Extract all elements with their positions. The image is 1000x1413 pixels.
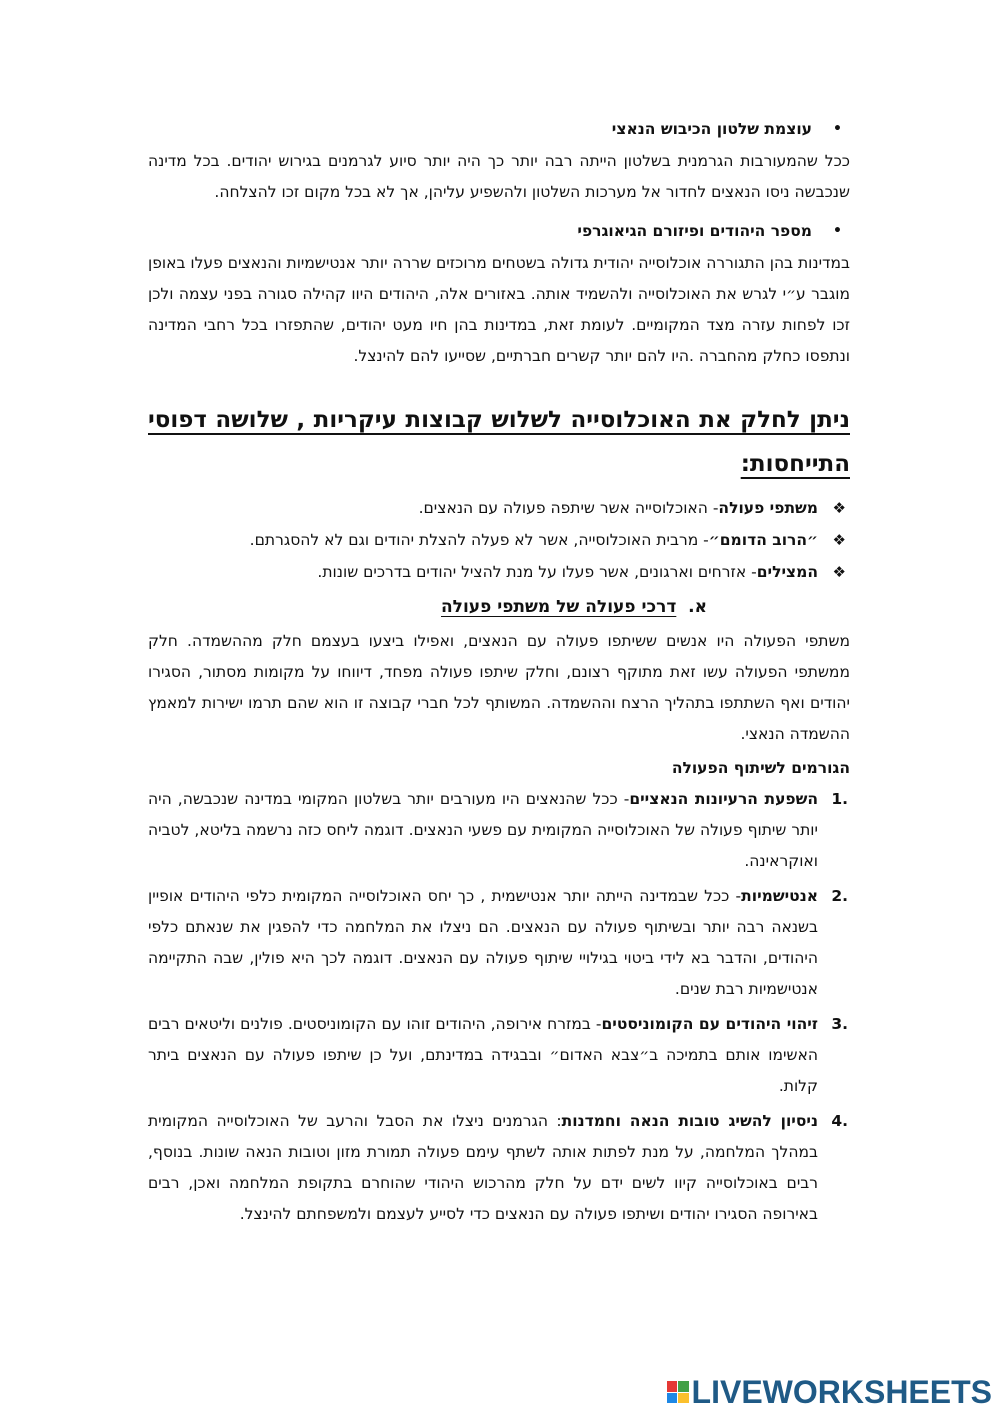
group-term: ״הרוב הדומם״ bbox=[708, 531, 818, 549]
logo-square bbox=[667, 1393, 678, 1404]
list-item bbox=[148, 524, 850, 556]
group-desc: - אזרחים וארגונים, אשר פעלו על מנת להציל יהודים בדרכים שונות. bbox=[317, 563, 757, 581]
list-item bbox=[148, 881, 850, 1005]
factors-heading: הגורמים לשיתוף הפעולה bbox=[671, 759, 850, 777]
diamond-bullet-icon: ❖ bbox=[832, 563, 846, 581]
group-desc: - מרבית האוכלוסייה, אשר לא פעלה להצלת יהודים וגם לא להסגרתם. bbox=[249, 531, 709, 549]
group-term: המצילים bbox=[756, 563, 818, 581]
section2-heading-text: מספר היהודים ופיזורם הגיאוגרפי bbox=[577, 222, 812, 240]
subsection-title-text: דרכי פעולה של משתפי פעולה bbox=[441, 597, 677, 617]
factor-term: ניסיון להשיג טובות הנאה וחמדנות bbox=[561, 1112, 818, 1130]
subsection-paragraph: משתפי הפעולה היו אנשים ששיתפו פעולה עם הנאצים, ואפילו ביצעו בעצמם חלק מההשמדה. חלק ממשתפי הפעולה עשו זאת מתוקף רצונם, וחלק שיתפו פעולה מפחד, דיווחו על מקומות מסתור, הסגירו יהודים ואף השתתפו בתהליך הרצח וההשמדה. המשותף לכל חברי קבוצה זו הוא שהם תרמו ישירות למאמץ ההשמדה הנאצי. bbox=[148, 632, 850, 743]
factor-text: - במזרח אירופה, היהודים זוהו עם הקומוניסטים. פולנים וליטאים רבים האשימו אותם בתמיכה ב״צבא האדום״ ובבגידה במדינתם, ועל כן שיתפו פעולה עם הנאצים ביתר קלות. bbox=[148, 1015, 818, 1095]
item-number: .2 bbox=[831, 887, 848, 905]
main-title: ניתן לחלק את האוכלוסייה לשלוש קבוצות עיקריות , שלושה דפוסי התייחסות: bbox=[148, 407, 850, 477]
item-number: .1 bbox=[831, 790, 848, 808]
logo-square bbox=[667, 1381, 678, 1392]
factor-term: השפעת הרעיונות הנאציים bbox=[629, 790, 818, 808]
bullet-icon: • bbox=[833, 121, 842, 137]
factor-term: אנטישמיות bbox=[741, 887, 818, 905]
section2-paragraph: במדינות בהן התגוררה אוכלוסייה יהודית גדולה בשטחים מרוכזים שררה יותר אנטישמיות והנאצים פעלו באופן מוגבר ע״י לגרש את האוכלוסייה ולהשמיד אותה. באזורים אלה, היהודים היוו קהילה סגורה בפני עצמה ולכן זכו לפחות עזרה מצד המקומיים. לעומת זאת, במדינות בהן חיו מעט יהודים, שהתפזרו בכל רחבי המדינה ונתפסו כחלק מהחברה .היו להם יותר קשרים חברתיים, שסייעו להם להינצל. bbox=[148, 254, 850, 365]
item-number: .4 bbox=[831, 1112, 848, 1130]
logo-text: LIVEWORKSHEETS bbox=[691, 1374, 992, 1410]
bullet-icon: • bbox=[833, 223, 842, 239]
worksheet-page bbox=[148, 112, 850, 1234]
item-number: .3 bbox=[831, 1015, 848, 1033]
list-item bbox=[148, 492, 850, 524]
factor-text: : הגרמנים ניצלו את הסבל והרעב של האוכלוסייה המקומית במהלך המלחמה, על מנת לפתות אותה לשתף עימם פעולה תמורת מזון וטובות הנאה שונות. בנוסף, רבים באוכלוסייה קיוו לשים ידם על חלק מהרכוש היהודי שהוחרם בתקופת המלחמה ואכן, רבים באירופה הסגירו יהודים ושיתפו פעולה עם הנאצים כדי לסייע לעצמם ולמשפחתם להינצל. bbox=[148, 1112, 818, 1223]
logo-square bbox=[678, 1393, 689, 1404]
list-item bbox=[148, 556, 850, 588]
section2-heading bbox=[148, 214, 850, 248]
liveworksheets-logo[interactable] bbox=[667, 1376, 992, 1408]
factor-text: - ככל שבמדינה הייתה יותר אנטישמית , כך יחס האוכלוסייה המקומית כלפי היהודים אופיין בשנאה רבה יותר ובשיתוף פעולה עם הנאצים. הם ניצלו את המלחמה כדי להפגין את שנאתם כלפי היהודים, והדבר בא לידי ביטוי בגילויי שיתוף פעולה עם הנאצים. דוגמה לכך היא פולין, שבה התקיימה אנטישמיות רבת שנים. bbox=[148, 887, 818, 998]
logo-grid-icon bbox=[667, 1381, 689, 1403]
section1-paragraph: ככל שהמעורבות הגרמנית בשלטון הייתה רבה יותר כך היה יותר סיוע לגרמנים בגירוש יהודים. בכל מדינה שנכבשה ניסו הנאצים לחדור אל מערכות השלטון ולהשפיע עליהן, אך לא בכל מקום זכו להצלחה. bbox=[148, 152, 850, 201]
subsection-title bbox=[148, 590, 850, 624]
section1-heading-text: עוצמת שלטון הכיבוש הנאצי bbox=[611, 120, 812, 138]
list-item bbox=[148, 1009, 850, 1102]
groups-list bbox=[148, 492, 850, 588]
factor-term: זיהוי היהודים עם הקומוניסטים bbox=[601, 1015, 818, 1033]
section1-heading bbox=[148, 112, 850, 146]
list-item bbox=[148, 784, 850, 877]
factor-text: - ככל שהנאצים היו מעורבים יותר בשלטון המקומי במדינה שנכבשה, היה יותר שיתוף פעולה של האוכלוסייה המקומית עם פשעי הנאצים. דוגמה ליחס כזה נרשמה בליטא, לטביה ואוקראינה. bbox=[148, 790, 818, 870]
diamond-bullet-icon: ❖ bbox=[832, 531, 846, 549]
list-item bbox=[148, 1106, 850, 1230]
factors-list bbox=[148, 784, 850, 1230]
diamond-bullet-icon: ❖ bbox=[832, 499, 846, 517]
group-desc: - האוכלוסייה אשר שיתפה פעולה עם הנאצים. bbox=[418, 499, 719, 517]
logo-square bbox=[678, 1381, 689, 1392]
subsection-letter: א. bbox=[688, 597, 707, 617]
group-term: משתפי פעולה bbox=[718, 499, 818, 517]
